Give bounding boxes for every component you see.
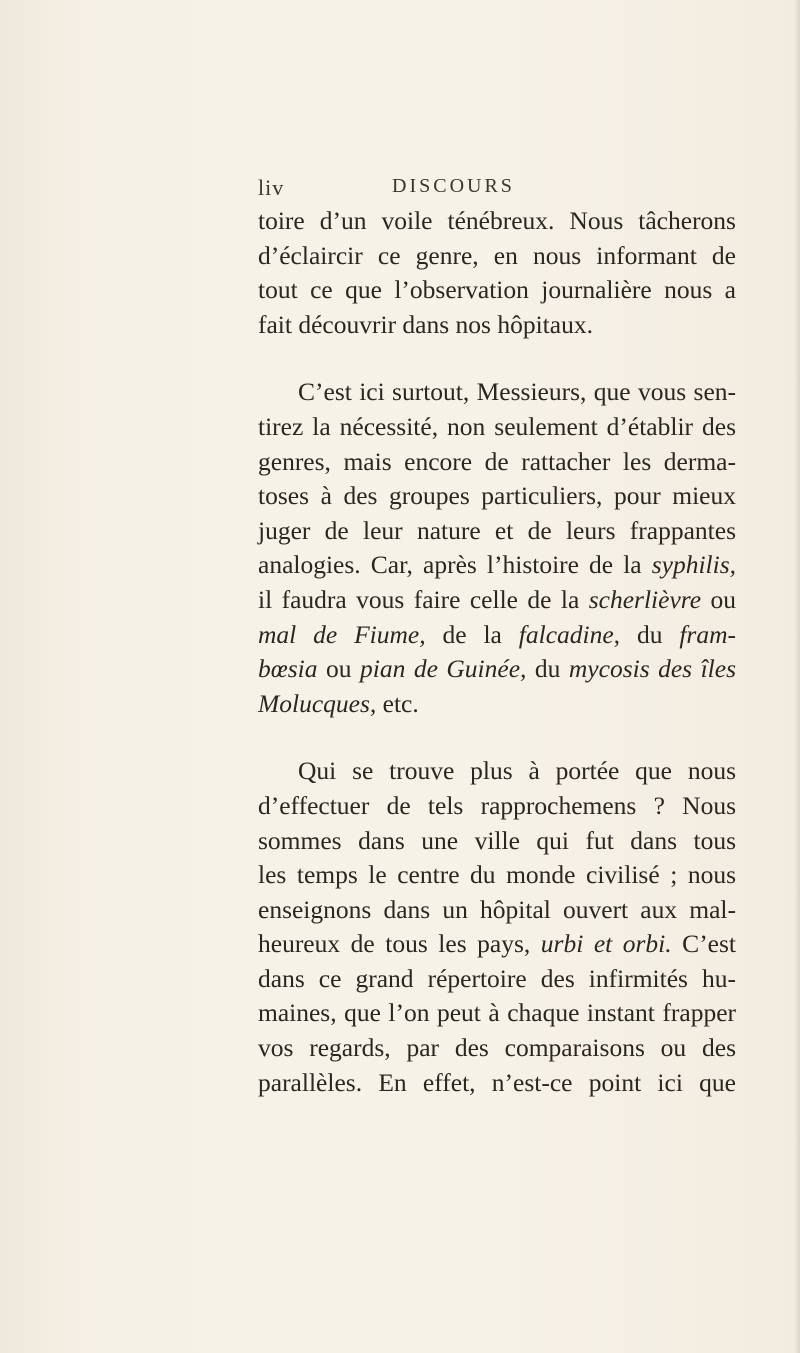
text-line: tout ce que l’observation journalière nous a [258, 275, 736, 305]
text-line: d’effectuer de tels rapprochemens ? Nous [258, 790, 736, 820]
italic-term: mal de Fiume, [258, 619, 426, 649]
text-line: enseignons dans un hôpital ouvert aux mal- [258, 894, 736, 924]
italic-term: pian de Guinée, [360, 654, 527, 684]
italic-term: syphilis, [651, 550, 736, 580]
text-line: heureux de tous les pays, urbi et orbi. C’est [258, 929, 737, 959]
text-line: C’est ici surtout, Messieurs, que vous sen- [298, 377, 736, 407]
italic-term: Molucques, [258, 688, 377, 718]
page-number: liv [258, 175, 285, 200]
italic-term: bœsia [258, 654, 318, 684]
body-text [258, 204, 736, 1100]
text-line: tirez la nécessité, non seulement d’établir des [258, 411, 736, 441]
page-header [258, 175, 728, 203]
text-line: fait découvrir dans nos hôpitaux. [258, 309, 593, 339]
text-line: analogies. Car, après l’histoire de la syphilis, [258, 550, 736, 580]
italic-term: falcadine, [518, 619, 621, 649]
text-line: d’éclaircir ce genre, en nous informant de [258, 240, 736, 270]
text-line: sommes dans une ville qui fut dans tous [258, 825, 736, 855]
text-line: maines, que l’on peut à chaque instant frapper [258, 998, 736, 1028]
text-line: parallèles. En effet, n’est-ce point ici que [258, 1067, 736, 1097]
text-line: dans ce grand répertoire des infirmités hu- [258, 963, 736, 993]
italic-term: mycosis des îles [568, 654, 737, 684]
page-edge-shadow [794, 0, 800, 1353]
text-line: genres, mais encore de rattacher les derma- [258, 446, 736, 476]
text-line: mal de Fiume, de la falcadine, du fram- [258, 619, 736, 649]
paragraph-1 [258, 204, 736, 342]
text-line: juger de leur nature et de leurs frappantes [258, 515, 736, 545]
text-line: les temps le centre du monde civilisé ; nous [258, 860, 736, 890]
running-head: DISCOURS [392, 175, 515, 197]
italic-term: urbi et orbi. [540, 929, 672, 959]
italic-term: fram- [679, 619, 736, 649]
italic-term: scherlièvre [588, 584, 702, 614]
text-line: Qui se trouve plus à portée que nous [298, 756, 736, 786]
text-line: vos regards, par des comparaisons ou des [258, 1033, 736, 1063]
text-line: toses à des groupes particuliers, pour mieux [258, 481, 736, 511]
text-line: toire d’un voile ténébreux. Nous tâcherons [258, 206, 736, 235]
text-line: bœsia ou pian de Guinée, du mycosis des îles [258, 654, 737, 684]
text-line: Molucques, etc. [258, 688, 419, 718]
paragraph-2 [258, 375, 736, 721]
text-line: il faudra vous faire celle de la scherlièvre ou [258, 584, 737, 614]
paragraph-3 [258, 754, 736, 1100]
